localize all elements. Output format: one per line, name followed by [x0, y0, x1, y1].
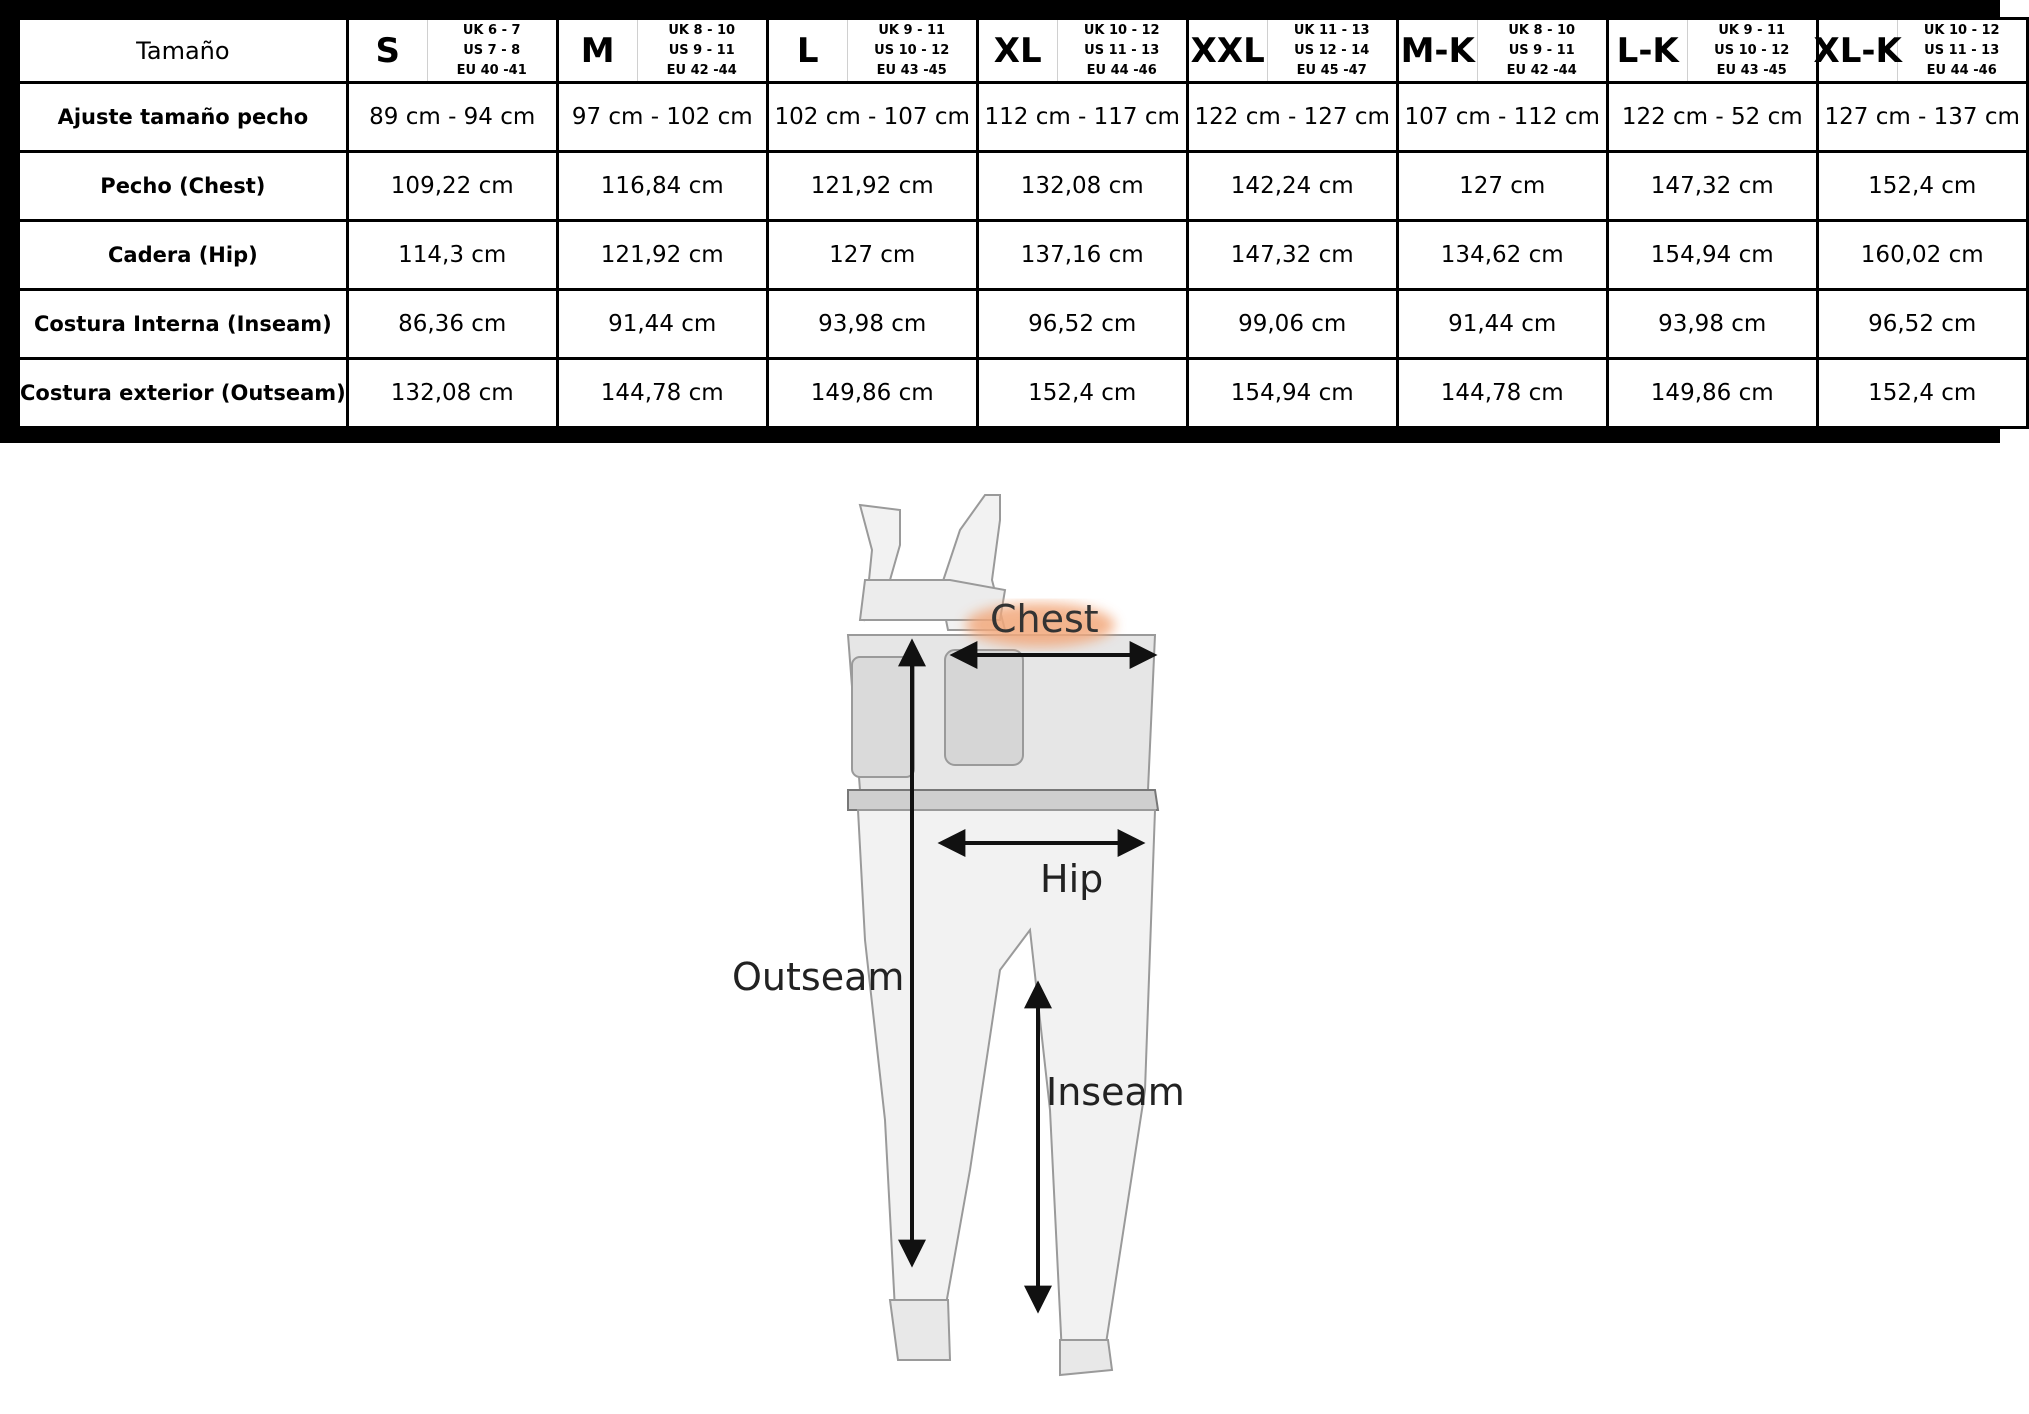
table-cell: 96,52 cm — [977, 290, 1187, 359]
table-row — [19, 359, 2028, 428]
size-eu: EU 43 -45 — [1716, 62, 1787, 78]
size-name: M-K — [1399, 20, 1478, 81]
size-us: US 7 - 8 — [463, 42, 521, 58]
row-label: Ajuste tamaño pecho — [19, 83, 348, 152]
table-cell: 99,06 cm — [1187, 290, 1397, 359]
table-cell: 132,08 cm — [977, 152, 1187, 221]
size-header-cell — [977, 19, 1187, 83]
table-cell: 89 cm - 94 cm — [347, 83, 557, 152]
table-row — [19, 152, 2028, 221]
table-cell: 154,94 cm — [1607, 221, 1817, 290]
size-uk: UK 9 - 11 — [878, 22, 946, 38]
size-eu: EU 42 -44 — [1506, 62, 1577, 78]
wader-illustration — [700, 470, 1220, 1390]
size-us: US 11 - 13 — [1924, 42, 2000, 58]
table-cell: 127 cm — [767, 221, 977, 290]
size-us: US 9 - 11 — [1508, 42, 1575, 58]
table-cell: 152,4 cm — [1817, 359, 2027, 428]
table-cell: 142,24 cm — [1187, 152, 1397, 221]
table-cell: 122 cm - 52 cm — [1607, 83, 1817, 152]
row-label: Pecho (Chest) — [19, 152, 348, 221]
table-cell: 91,44 cm — [557, 290, 767, 359]
size-uk: UK 10 - 12 — [1083, 22, 1160, 38]
size-chart-table — [17, 17, 2029, 429]
size-header-cell — [1397, 19, 1607, 83]
table-cell: 152,4 cm — [977, 359, 1187, 428]
size-eu: EU 40 -41 — [456, 62, 527, 78]
table-cell: 97 cm - 102 cm — [557, 83, 767, 152]
table-row — [19, 83, 2028, 152]
size-name: XL — [979, 20, 1058, 81]
size-uk: UK 6 - 7 — [462, 22, 521, 38]
table-cell: 112 cm - 117 cm — [977, 83, 1187, 152]
table-row — [19, 290, 2028, 359]
inseam-label: Inseam — [1046, 1070, 1185, 1114]
size-uk: UK 11 - 13 — [1293, 22, 1370, 38]
table-cell: 107 cm - 112 cm — [1397, 83, 1607, 152]
wader-diagram — [700, 470, 1220, 1390]
size-us: US 12 - 14 — [1294, 42, 1370, 58]
row-label: Cadera (Hip) — [19, 221, 348, 290]
table-cell: 102 cm - 107 cm — [767, 83, 977, 152]
table-cell: 121,92 cm — [557, 221, 767, 290]
size-name: M — [559, 20, 638, 81]
table-cell: 134,62 cm — [1397, 221, 1607, 290]
table-cell: 91,44 cm — [1397, 290, 1607, 359]
table-cell: 160,02 cm — [1817, 221, 2027, 290]
size-name: L-K — [1609, 20, 1688, 81]
table-cell: 121,92 cm — [767, 152, 977, 221]
size-uk: UK 8 - 10 — [668, 22, 736, 38]
table-cell: 154,94 cm — [1187, 359, 1397, 428]
size-eu: EU 44 -46 — [1926, 62, 1997, 78]
size-header-cell — [557, 19, 767, 83]
size-name: XXL — [1189, 20, 1268, 81]
header-label: Tamaño — [19, 19, 348, 83]
size-eu: EU 45 -47 — [1296, 62, 1367, 78]
table-cell: 132,08 cm — [347, 359, 557, 428]
size-name: S — [349, 20, 428, 81]
table-cell: 109,22 cm — [347, 152, 557, 221]
table-cell: 144,78 cm — [557, 359, 767, 428]
size-uk: UK 9 - 11 — [1718, 22, 1786, 38]
size-header-row — [19, 19, 2028, 83]
size-us: US 9 - 11 — [668, 42, 735, 58]
table-cell: 114,3 cm — [347, 221, 557, 290]
row-label: Costura Interna (Inseam) — [19, 290, 348, 359]
table-cell: 93,98 cm — [1607, 290, 1817, 359]
row-label: Costura exterior (Outseam) — [19, 359, 348, 428]
size-uk: UK 8 - 10 — [1508, 22, 1576, 38]
size-name: XL-K — [1819, 20, 1898, 81]
table-cell: 152,4 cm — [1817, 152, 2027, 221]
hip-label: Hip — [1040, 857, 1104, 901]
size-uk: UK 10 - 12 — [1923, 22, 2000, 38]
size-us: US 10 - 12 — [1714, 42, 1790, 58]
size-us: US 11 - 13 — [1084, 42, 1160, 58]
table-cell: 149,86 cm — [1607, 359, 1817, 428]
table-cell: 144,78 cm — [1397, 359, 1607, 428]
table-cell: 147,32 cm — [1607, 152, 1817, 221]
size-header-cell — [1813, 19, 2027, 83]
outseam-label: Outseam — [732, 955, 905, 999]
table-cell: 127 cm — [1397, 152, 1607, 221]
table-cell: 122 cm - 127 cm — [1187, 83, 1397, 152]
table-cell: 116,84 cm — [557, 152, 767, 221]
size-eu: EU 42 -44 — [666, 62, 737, 78]
size-name: L — [769, 20, 848, 81]
size-eu: EU 43 -45 — [876, 62, 947, 78]
size-header-cell — [1187, 19, 1397, 83]
size-eu: EU 44 -46 — [1086, 62, 1157, 78]
size-header-cell — [1607, 19, 1817, 83]
size-header-cell — [767, 19, 977, 83]
table-cell: 127 cm - 137 cm — [1817, 83, 2027, 152]
table-cell: 96,52 cm — [1817, 290, 2027, 359]
table-cell: 93,98 cm — [767, 290, 977, 359]
table-cell: 147,32 cm — [1187, 221, 1397, 290]
table-cell: 137,16 cm — [977, 221, 1187, 290]
table-cell: 86,36 cm — [347, 290, 557, 359]
table-row — [19, 221, 2028, 290]
table-cell: 149,86 cm — [767, 359, 977, 428]
chest-label: Chest — [990, 597, 1099, 641]
size-header-cell — [347, 19, 557, 83]
size-us: US 10 - 12 — [874, 42, 950, 58]
